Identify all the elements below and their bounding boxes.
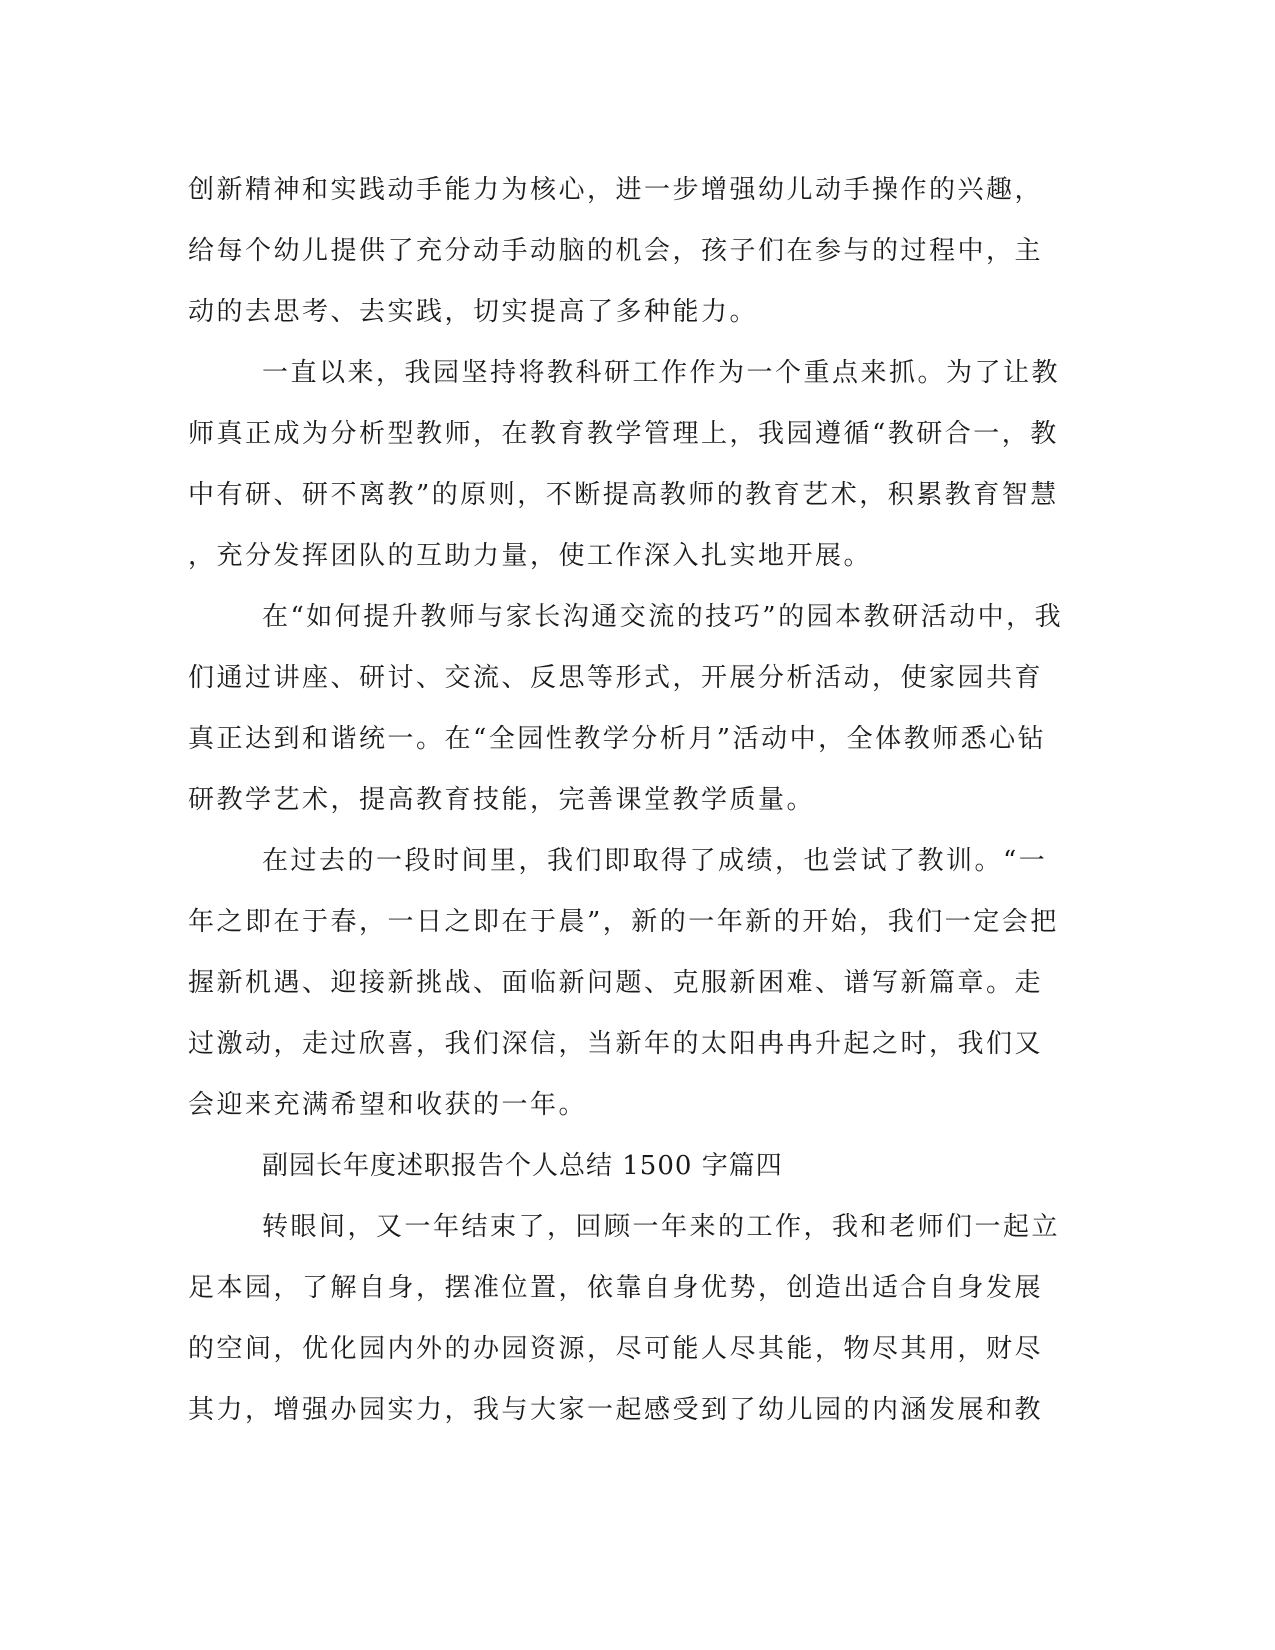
text-line: 的空间，优化园内外的办园资源，尽可能人尽其能，物尽其用，财尽: [188, 1334, 1044, 1364]
paragraph-first-line: 一直以来，我园坚持将教科研工作作为一个重点来抓。为了让教: [262, 358, 1061, 388]
text-line: 足本园，了解自身，摆准位置，依靠自身优势，创造出适合自身发展: [188, 1273, 1044, 1303]
paragraph-first-line: 在过去的一段时间里，我们即取得了成绩，也尝试了教训。“一: [262, 846, 1048, 876]
text-line: 师真正成为分析型教师，在教育教学管理上，我园遵循“教研合一，教: [188, 419, 1059, 449]
paragraph-first-line: 转眼间，又一年结束了，回顾一年来的工作，我和老师们一起立: [262, 1212, 1061, 1242]
text-line: 年之即在于春，一日之即在于晨”，新的一年新的开始，我们一定会把: [188, 907, 1059, 937]
document-body: [188, 160, 1068, 1441]
text-line: 们通过讲座、研讨、交流、反思等形式，开展分析活动，使家园共育: [188, 663, 1044, 693]
text-line: 给每个幼儿提供了充分动手动脑的机会，孩子们在参与的过程中，主: [188, 236, 1044, 266]
text-line: ，充分发挥团队的互助力量，使工作深入扎实地开展。: [188, 541, 873, 571]
text-line: 会迎来充满希望和收获的一年。: [188, 1090, 588, 1120]
paragraph-first-line: 在“如何提升教师与家长沟通交流的技巧”的园本教研活动中，我: [262, 602, 1064, 632]
text-line: 其力，增强办园实力，我与大家一起感受到了幼儿园的内涵发展和教: [188, 1395, 1044, 1425]
text-line: 动的去思考、去实践，切实提高了多种能力。: [188, 297, 759, 327]
section-heading: 副园长年度述职报告个人总结 1500 字篇四: [262, 1151, 783, 1181]
text-line: 真正达到和谐统一。在“全园性教学分析月”活动中，全体教师悉心钻: [188, 724, 1047, 754]
text-line: 研教学艺术，提高教育技能，完善课堂教学质量。: [188, 785, 816, 815]
text-line: 握新机遇、迎接新挑战、面临新问题、克服新困难、谱写新篇章。走: [188, 968, 1044, 998]
text-line: 创新精神和实践动手能力为核心，进一步增强幼儿动手操作的兴趣，: [188, 175, 1044, 205]
text-line: 过激动，走过欣喜，我们深信，当新年的太阳冉冉升起之时，我们又: [188, 1029, 1044, 1059]
text-line: 中有研、研不离教”的原则，不断提高教师的教育艺术，积累教育智慧: [188, 480, 1059, 510]
